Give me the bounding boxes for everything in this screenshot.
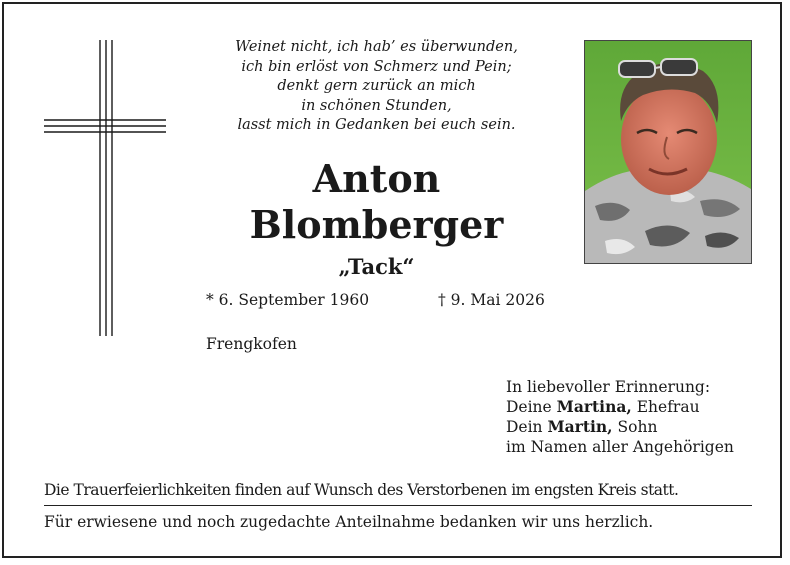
mourner-son-name: Martin, — [547, 417, 613, 436]
poem-line: lasst mich in Gedanken bei euch sein. — [237, 117, 516, 133]
divider — [44, 505, 752, 506]
mourner-son — [506, 417, 734, 437]
death-date: † 9. Mai 2026 — [438, 291, 545, 309]
mourner-wife — [506, 397, 734, 417]
poem-line: ich bin erlöst von Schmerz und Pein; — [241, 58, 512, 75]
mourner-son-prefix: Dein — [506, 418, 543, 436]
mourner-son-role: Sohn — [617, 418, 658, 436]
poem — [204, 38, 549, 136]
funeral-note: Die Trauerfeierlichkeiten finden auf Wunsch des Verstorbenen im engsten Kreis statt. — [44, 481, 679, 499]
deceased-nickname: „Tack“ — [338, 254, 415, 279]
deceased-last-name: Blomberger — [249, 202, 504, 247]
mourner-wife-name: Martina, — [556, 397, 632, 416]
cross-icon — [44, 40, 168, 340]
thanks-note: Für erwiesene und noch zugedachte Anteilnahme bedanken wir uns herzlich. — [44, 513, 654, 531]
mourner-wife-prefix: Deine — [506, 398, 552, 416]
obituary-notice — [2, 2, 782, 558]
poem-line: in schönen Stunden, — [301, 97, 452, 114]
poem-line: denkt gern zurück an mich — [277, 78, 476, 94]
portrait-photo — [584, 40, 752, 264]
deceased-first-name: Anton — [312, 156, 441, 201]
mourners-intro: In liebevoller Erinnerung: — [506, 378, 711, 396]
poem-line: Weinet nicht, ich hab’ es überwunden, — [235, 39, 518, 55]
place-of-residence: Frengkofen — [206, 335, 297, 353]
birth-date: * 6. September 1960 — [206, 291, 370, 309]
portrait-photo-image — [585, 41, 751, 263]
mourner-wife-role: Ehefrau — [636, 398, 700, 416]
mourners-closing: im Namen aller Angehörigen — [506, 438, 734, 456]
mourners-block — [506, 377, 734, 457]
